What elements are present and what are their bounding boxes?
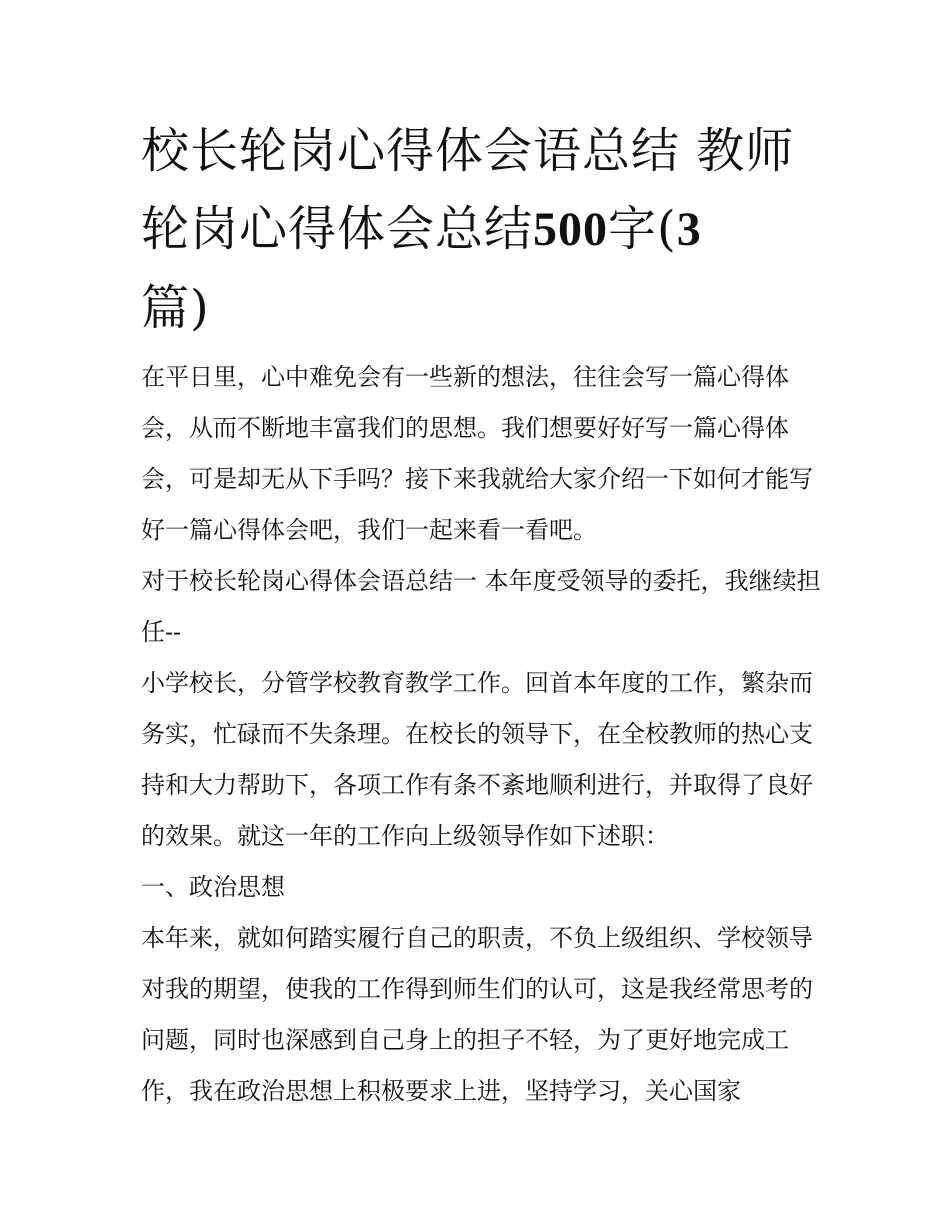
paragraph-intro: 在平日里，心中难免会有一些新的想法，往往会写一篇心得体会，从而不断地丰富我们的思想。我们想要好好写一篇心得体会，可是却无从下手吗？接下来我就给大家介绍一下如何才能写好一篇心得体会吧，我们一起来看一看吧。 — [141, 363, 813, 544]
document-title — [141, 112, 821, 347]
title-text-2: 字( — [608, 201, 677, 257]
paragraph-politics: 本年来，就如何踏实履行自己的职责，不负上级组织、学校领导对我的期望，使我的工作得到师生们的认可，这是我经常思考的问题，同时也深感到自己身上的担子不轻，为了更好地完成工作，我在政治思想上积极要求上进，坚持学习，关心国家 — [141, 924, 813, 1105]
document-body — [141, 352, 821, 1117]
paragraph-work-review: 小学校长，分管学校教育教学工作。回首本年度的工作，繁杂而务实，忙碌而不失条理。在校长的领导下，在全校教师的热心支持和大力帮助下，各项工作有条不紊地顺利进行，并取得了良好的效果。就这一年的工作向上级领导作如下述职： — [141, 669, 813, 850]
title-number: 500 — [533, 203, 609, 256]
paragraph-section-intro: 对于校长轮岗心得体会语总结一 本年度受领导的委托，我继续担任-- — [141, 567, 821, 646]
title-number-2: 3 — [676, 203, 702, 256]
title-text-3: 篇) — [141, 280, 210, 336]
section-heading-politics: 一、政治思想 — [141, 873, 285, 901]
title-text-1: 校长轮岗心得体会语总结 教师轮岗心得体会总结 — [141, 123, 795, 257]
